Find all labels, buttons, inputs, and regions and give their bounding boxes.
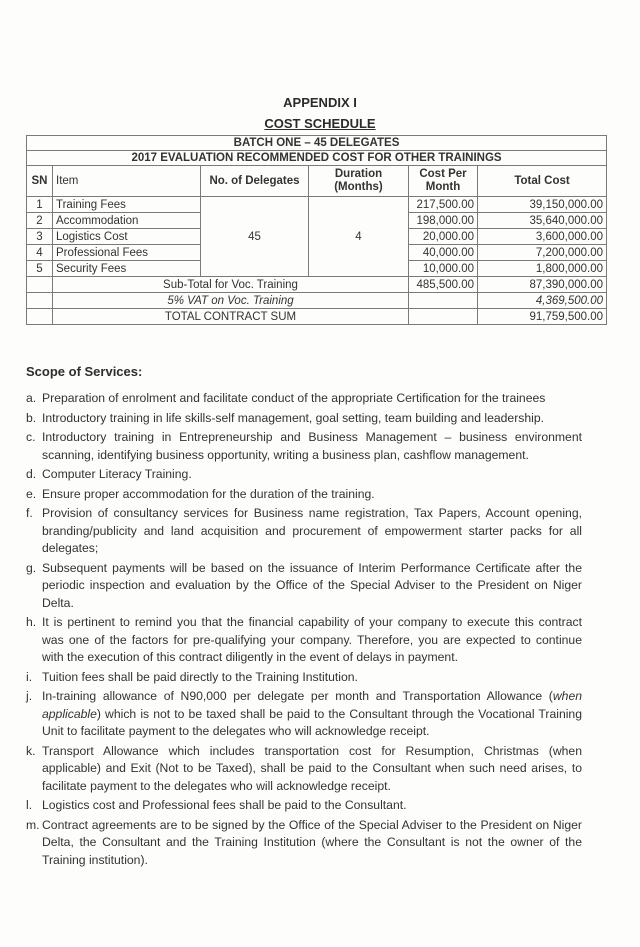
row-cost-per-month: 10,000.00 (409, 261, 478, 277)
row-cost-per-month: 20,000.00 (409, 229, 478, 245)
grand-total-label: TOTAL CONTRACT SUM (53, 309, 409, 325)
row-cost-per-month: 198,000.00 (409, 213, 478, 229)
scope-marker: b. (26, 410, 37, 425)
scope-text: Transport Allowance which includes transportation cost for Resumption, Christmas (when applicable) and Exit (Not to be Taxed), shall be paid to the Consultant when such need arises, to facilitate payment to the delegates who will acknowledge receipt. (42, 743, 582, 793)
row-total: 1,800,000.00 (478, 261, 607, 277)
row-item: Logistics Cost (53, 229, 201, 245)
row-sn: 2 (27, 213, 53, 229)
scope-text: Ensure proper accommodation for the duration of the training. (42, 486, 375, 501)
scope-text: Contract agreements are to be signed by the Office of the Special Adviser to the President on Niger Delta, the Consultant and the Training Institution (where the Consultant is not the owner of the Training institution). (42, 817, 582, 867)
row-total: 39,150,000.00 (478, 197, 607, 213)
scope-marker: j. (26, 689, 33, 703)
scope-item (26, 688, 582, 741)
scope-item (26, 817, 582, 870)
scope-marker: d. (26, 467, 37, 481)
col-header-sn: SN (27, 166, 53, 197)
row-item: Accommodation (53, 213, 201, 229)
scope-marker: i. (26, 669, 33, 684)
scope-marker: k. (26, 743, 36, 758)
col-header-duration: Duration (Months) (309, 166, 409, 197)
scope-text: Provision of consultancy services for Business name registration, Tax Papers, Account opening, branding/publicity and land acquisition and procurement of empowerment starter packs for all delegates; (42, 506, 582, 555)
header-row (27, 166, 607, 197)
duration-value: 4 (309, 197, 409, 277)
row-sn: 1 (27, 197, 53, 213)
cost-schedule-table (26, 135, 607, 325)
scope-list (26, 390, 582, 871)
row-total: 35,640,000.00 (478, 213, 607, 229)
row-total: 3,600,000.00 (478, 229, 607, 245)
subtotal-label: Sub-Total for Voc. Training (53, 277, 409, 293)
scope-item (26, 466, 582, 484)
scope-marker: l. (26, 798, 33, 812)
row-item: Security Fees (53, 261, 201, 277)
scope-item (26, 505, 582, 558)
row-sn: 3 (27, 229, 53, 245)
row-sn: 4 (27, 245, 53, 261)
scope-item (26, 560, 582, 613)
scope-marker: h. (26, 615, 37, 629)
col-header-total-cost: Total Cost (478, 166, 607, 197)
scope-text: ) which is not to be taxed shall be paid to the Consultant through the Vocational Training Unit to facilitate payment to the delegates who will acknowledge receipt. (42, 706, 582, 738)
scope-text: In-training allowance of N90,000 per delegate per month and Transportation Allowance ( (42, 689, 553, 703)
scope-item (26, 669, 582, 687)
scope-item (26, 797, 582, 815)
scope-text: Subsequent payments will be based on the issuance of Interim Performance Certificate after the periodic inspection and evaluation by the Office of the Special Adviser to the President on Niger Delta. (42, 560, 582, 610)
col-header-item: Item (53, 166, 201, 197)
scope-marker: e. (26, 486, 37, 501)
row-cost-per-month: 217,500.00 (409, 197, 478, 213)
appendix-title: APPENDIX I (283, 95, 357, 110)
row-total: 7,200,000.00 (478, 245, 607, 261)
delegates-value: 45 (201, 197, 309, 277)
vat-total: 4,369,500.00 (478, 293, 607, 309)
table-row (27, 197, 607, 213)
subtotal-cost-per-month: 485,500.00 (409, 277, 478, 293)
subtotal-row (27, 277, 607, 293)
vat-label: 5% VAT on Voc. Training (53, 293, 409, 309)
row-cost-per-month: 40,000.00 (409, 245, 478, 261)
col-header-cost-per-month: Cost Per Month (409, 166, 478, 197)
grand-total-row (27, 309, 607, 325)
grand-total-value: 91,759,500.00 (478, 309, 607, 325)
scope-text: Preparation of enrolment and facilitate conduct of the appropriate Certification for the trainees (42, 391, 546, 405)
scope-text: Tuition fees shall be paid directly to the Training Institution. (42, 669, 358, 684)
scope-item (26, 614, 582, 667)
scope-item (26, 743, 582, 796)
scope-marker: f. (26, 506, 33, 520)
scope-text-italic: when applicable (42, 689, 582, 721)
scope-marker: c. (26, 430, 36, 444)
row-item: Professional Fees (53, 245, 201, 261)
subtotal-total: 87,390,000.00 (478, 277, 607, 293)
scope-item (26, 429, 582, 464)
scope-title: Scope of Services: (26, 364, 143, 379)
row-item: Training Fees (53, 197, 201, 213)
table-subtitle: 2017 EVALUATION RECOMMENDED COST FOR OTHER TRAININGS (27, 151, 607, 166)
vat-row (27, 293, 607, 309)
scope-marker: a. (26, 391, 37, 405)
scope-text: Logistics cost and Professional fees shall be paid to the Consultant. (42, 798, 407, 812)
scope-text: It is pertinent to remind you that the financial capability of your company to execute this contract was one of the factors for pre-qualifying your company. Therefore, you are expected to continue with the execution of this contract diligently in the event of delays in payment. (42, 615, 582, 664)
batch-banner: BATCH ONE – 45 DELEGATES (27, 136, 607, 151)
scope-text: Computer Literacy Training. (42, 467, 192, 481)
row-sn: 5 (27, 261, 53, 277)
scope-marker: g. (26, 560, 37, 575)
scope-item (26, 486, 582, 504)
scope-text: Introductory training in life skills-self management, goal setting, team building and leadership. (42, 410, 544, 425)
cost-schedule-title: COST SCHEDULE (264, 116, 376, 131)
scope-item (26, 390, 582, 408)
scope-marker: m. (26, 817, 40, 832)
col-header-delegates: No. of Delegates (201, 166, 309, 197)
scope-item (26, 410, 582, 428)
scope-text: Introductory training in Entrepreneurship and Business Management – business environment scanning, identifying business opportunity, writing a business plan, cashflow management. (42, 430, 582, 462)
